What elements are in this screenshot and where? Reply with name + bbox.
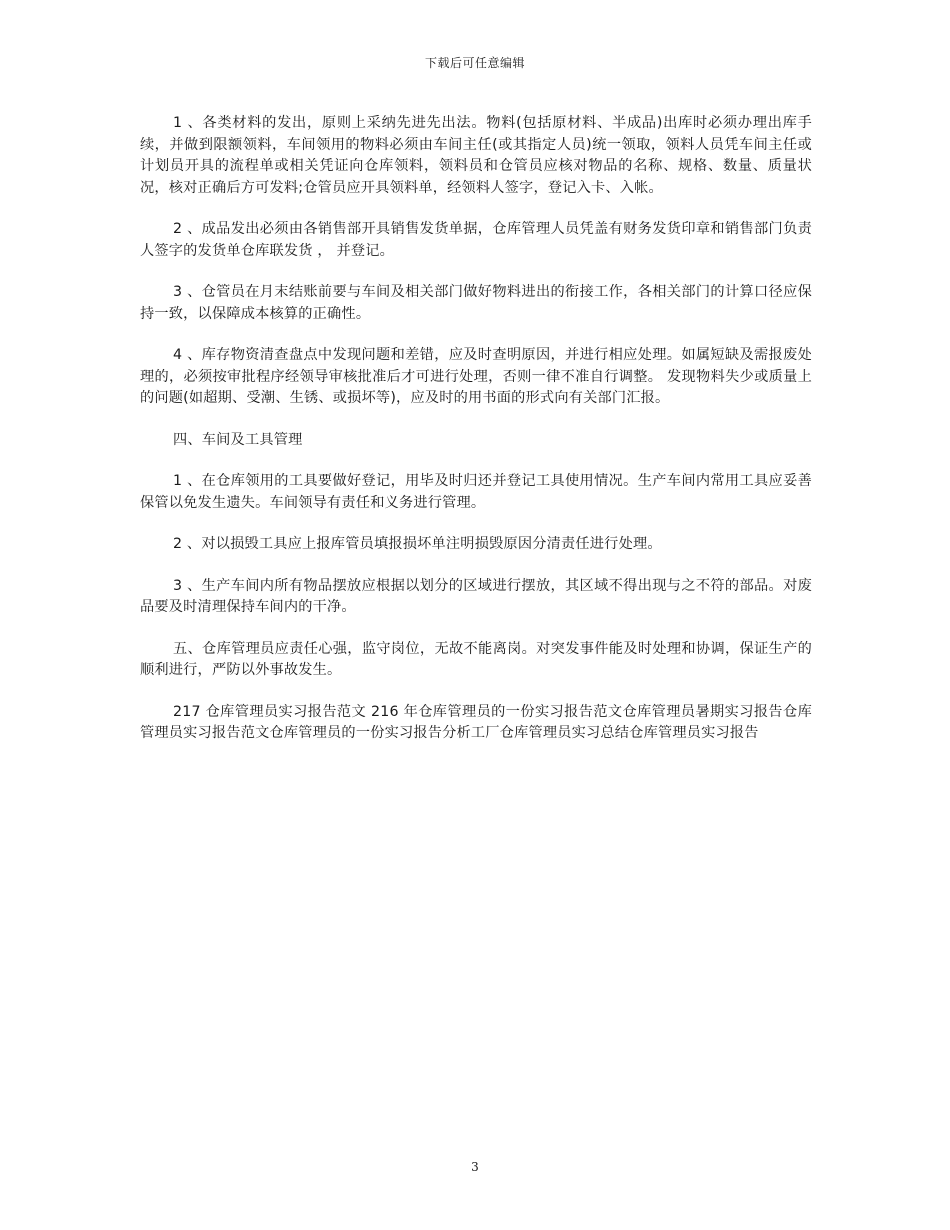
page-number: 3 xyxy=(471,1160,479,1174)
page-header: 下载后可任意编辑 xyxy=(424,56,525,70)
paragraph-material-issue: 1 、各类材料的发出，原则上采纳先进先出法。物料(包括原材料、半成品)出库时必须办理出库手续，并做到限额领料，车间领用的物料必须由车间主任(或其指定人员)统一领取，领料人员凭车间主任或计划员开具的流程单或相关凭证向仓库领料，领料员和仓管员应核对物品的名称、规格、数量、质量状况，核对正确后方可发料;仓管员应开具领料单，经领料人签字，登记入卡、入帐。 xyxy=(140,115,812,196)
paragraph-inventory-check: 4 、库存物资清查盘点中发现问题和差错，应及时查明原因，并进行相应处理。如属短缺及需报废处理的，必须按审批程序经领导审核批准后才可进行处理，否则一律不准自行调整。 发现物料失少或质量上的问题(如超期、受潮、生锈、或损坏等)，应及时的用书面的形式向有关部门汇报。 xyxy=(140,347,812,406)
paragraph-workshop-layout: 3 、生产车间内所有物品摆放应根据以划分的区域进行摆放，其区域不得出现与之不符的部品。对废品要及时清理保持车间内的干净。 xyxy=(140,577,812,615)
paragraph-tool-registration: 1 、在仓库领用的工具要做好登记，用毕及时归还并登记工具使用情况。生产车间内常用工具应妥善保管以免发生遗失。车间领导有责任和义务进行管理。 xyxy=(140,473,812,511)
paragraph-related-titles: 217 仓库管理员实习报告范文 216 年仓库管理员的一份实习报告范文仓库管理员暑期实习报告仓库管理员实习报告范文仓库管理员的一份实习报告分析工厂仓库管理员实习总结仓库管理员实习报告 xyxy=(140,703,812,741)
paragraph-finished-goods: 2 、成品发出必须由各销售部开具销售发货单据，仓库管理人员凭盖有财务发货印章和销售部门负责人签字的发货单仓库联发货 ， 并登记。 xyxy=(140,221,812,259)
paragraph-warehouse-manager-duty: 五、仓库管理员应责任心强，监守岗位，无故不能离岗。对突发事件能及时处理和协调，保证生产的顺利进行，严防以外事故发生。 xyxy=(140,640,812,678)
paragraph-damaged-tools: 2 、对以损毁工具应上报库管员填报损坏单注明损毁原因分清责任进行处理。 xyxy=(173,536,662,552)
paragraph-month-end: 3 、仓管员在月末结账前要与车间及相关部门做好物料进出的衔接工作，各相关部门的计算口径应保持一致，以保障成本核算的正确性。 xyxy=(140,284,812,322)
section-heading-workshop-tools: 四、车间及工具管理 xyxy=(173,431,303,448)
document-body xyxy=(140,113,812,765)
